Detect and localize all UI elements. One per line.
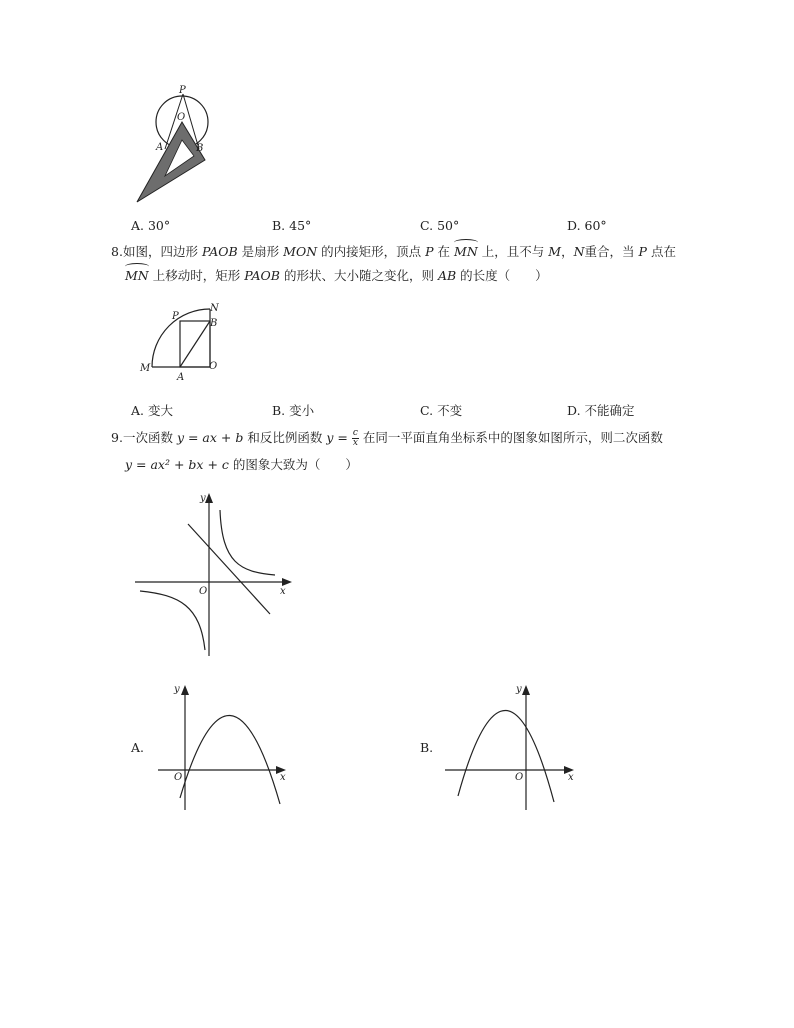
q9-main-label-y: y (200, 493, 206, 504)
q8-question-line1 (111, 243, 676, 261)
q9-option-b-label[interactable]: B. (420, 740, 434, 755)
q9-option-a-graph[interactable] (150, 680, 290, 815)
q8-text-1c: 的内接矩形，顶点 (321, 244, 422, 259)
q9-main-label-x: x (280, 586, 286, 597)
q9-b-label-o: O (515, 772, 524, 783)
q8-text-1a: 如图，四边形 (122, 244, 198, 259)
q9-fraction-den: x (352, 438, 358, 448)
q8-text-1f: ， (561, 244, 574, 259)
q9-main-hyperbola-q3 (140, 591, 205, 650)
q8-text-1d: 在 (437, 244, 451, 259)
q9-a-label-y: y (174, 684, 180, 695)
q8-label-o: O (209, 361, 218, 372)
q8-text-2b: 的形状、大小随之变化，则 (283, 268, 434, 283)
q9-text-2a: 的图象大致为（ ） (232, 457, 358, 472)
q9-a-label-o: O (174, 772, 183, 783)
q7-label-o: O (177, 112, 186, 123)
q7-option-a[interactable]: A. 30° (131, 218, 171, 233)
q8-option-b[interactable]: B. 变小 (272, 403, 315, 418)
q7-figure (125, 82, 225, 207)
q8-text-2a: 上移动时，矩形 (152, 268, 241, 283)
q9-fraction-num: c (352, 428, 358, 438)
q8-math-paob: PAOB (201, 244, 238, 259)
q9-main-label-o: O (199, 586, 208, 597)
q9-main-x-arrow (282, 578, 292, 586)
q8-math-arc-mn-2: MN (125, 268, 149, 283)
q9-b-label-y: y (516, 684, 522, 695)
q9-main-hyperbola-q1 (220, 510, 275, 575)
q8-math-arc-mn: MN (454, 244, 478, 259)
q7-option-b[interactable]: B. 45° (272, 218, 312, 233)
q7-label-b: B (196, 143, 204, 154)
q8-text-1b: 是扇形 (241, 244, 280, 259)
q9-question-line1 (111, 429, 663, 448)
q9-text-1b: 和反比例函数 (247, 430, 323, 445)
q9-a-parabola (180, 715, 280, 804)
q8-text-2c: 的长度（ ） (460, 268, 548, 283)
q8-math-m: M (548, 244, 562, 259)
q8-label-b: B (210, 318, 218, 329)
q7-label-p: P (179, 85, 186, 96)
q8-question-line2 (125, 267, 548, 285)
q8-math-ab: AB (437, 268, 457, 283)
q8-math-paob-2: PAOB (244, 268, 280, 283)
q9-math-inverse-y: y = (326, 430, 348, 445)
q8-math-p2: P (638, 244, 647, 259)
q8-segment-ab (180, 321, 210, 367)
q7-option-c[interactable]: C. 50° (420, 218, 460, 233)
q8-option-d[interactable]: D. 不能确定 (567, 403, 635, 418)
q8-option-a[interactable]: A. 变大 (131, 403, 173, 418)
q8-math-mon: MON (283, 244, 318, 259)
q8-text-1g: 重合，当 (584, 244, 635, 259)
q9-b-label-x: x (568, 772, 574, 783)
q9-number: 9. (111, 430, 123, 445)
q8-label-n: N (210, 303, 219, 314)
q9-math-quadratic: y = ax² + bx + c (125, 457, 229, 472)
q9-main-y-arrow (205, 493, 213, 503)
q9-option-b-graph[interactable] (440, 680, 580, 815)
q9-main-graph (130, 488, 300, 658)
q8-math-n: N (573, 244, 585, 259)
q9-text-1a: 一次函数 (122, 430, 173, 445)
q8-text-1h: 点在 (650, 244, 676, 259)
q9-math-linear: y = ax + b (176, 430, 244, 445)
q7-option-d[interactable]: D. 60° (567, 218, 607, 233)
q9-main-linear-line (188, 524, 270, 614)
q9-text-1c: 在同一平面直角坐标系中的图象如图所示，则二次函数 (362, 430, 663, 445)
q8-math-p: P (425, 244, 434, 259)
q9-a-y-arrow (181, 685, 189, 695)
q8-label-p: P (172, 311, 179, 322)
q8-text-1e: 上，且不与 (481, 244, 545, 259)
q9-a-label-x: x (280, 772, 286, 783)
q8-number: 8. (111, 244, 123, 259)
q8-option-c[interactable]: C. 不变 (420, 403, 463, 418)
q8-sector-arc (152, 309, 210, 367)
q8-figure (135, 297, 225, 382)
q9-option-a-label[interactable]: A. (131, 740, 145, 755)
q8-label-a: A (177, 372, 185, 382)
q9-math-fraction (352, 429, 359, 448)
q9-question-line2 (125, 456, 358, 474)
q9-b-y-arrow (522, 685, 530, 695)
q7-label-a: A (156, 142, 164, 153)
q9-b-parabola (458, 710, 554, 802)
q8-label-m: M (140, 363, 151, 374)
